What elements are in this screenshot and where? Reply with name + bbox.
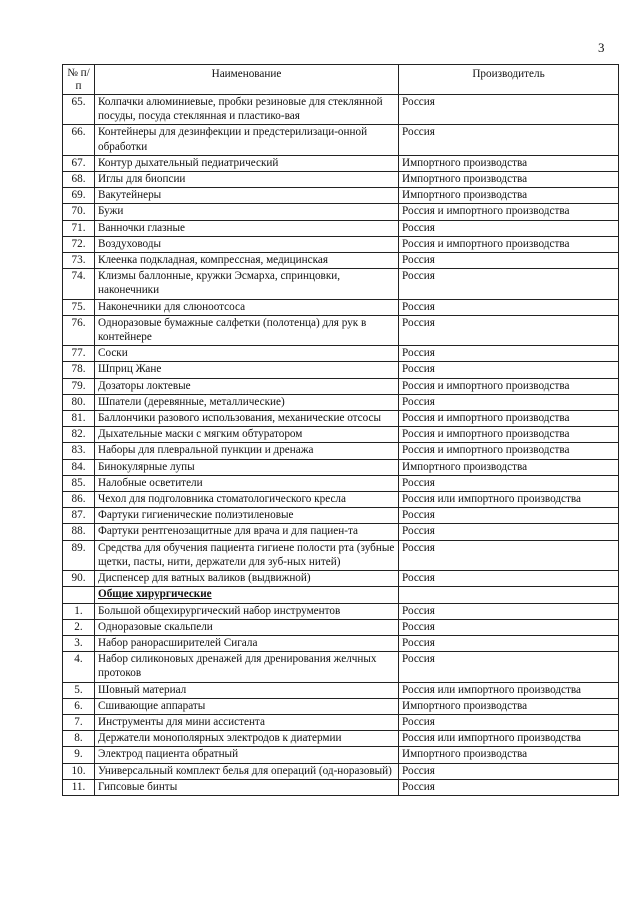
row-number: 10.: [63, 763, 95, 779]
item-manufacturer: Россия: [399, 253, 619, 269]
table-row: [63, 731, 619, 747]
row-number: 87.: [63, 508, 95, 524]
item-name: Шпатели (деревянные, металлические): [95, 394, 399, 410]
table-row: [63, 603, 619, 619]
item-name: Диспенсер для ватных валиков (выдвижной): [95, 571, 399, 587]
item-name: Одноразовые бумажные салфетки (полотенца) для рук в контейнере: [95, 315, 399, 345]
products-table: [62, 64, 619, 796]
table-row: [63, 540, 619, 570]
item-name: Большой общехирургический набор инструментов: [95, 603, 399, 619]
row-number: 6.: [63, 698, 95, 714]
item-name: Колпачки алюминиевые, пробки резиновые для стеклянной посуды, посуда стеклянная и пластико-вая: [95, 95, 399, 125]
row-number: 81.: [63, 411, 95, 427]
table-row: [63, 172, 619, 188]
row-number: 82.: [63, 427, 95, 443]
item-name: Чехол для подголовника стоматологического кресла: [95, 492, 399, 508]
item-manufacturer: Россия: [399, 603, 619, 619]
table-row: [63, 714, 619, 730]
row-number: 65.: [63, 95, 95, 125]
item-manufacturer: Россия: [399, 394, 619, 410]
item-name: Клизмы баллонные, кружки Эсмарха, спринцовки, наконечники: [95, 269, 399, 299]
item-name: Сшивающие аппараты: [95, 698, 399, 714]
item-name: Фартуки гигиенические полиэтиленовые: [95, 508, 399, 524]
row-number: 86.: [63, 492, 95, 508]
item-manufacturer: Россия: [399, 763, 619, 779]
table-row: [63, 492, 619, 508]
item-manufacturer: Россия и импортного производства: [399, 378, 619, 394]
item-name: Держатели монополярных электродов к диатермии: [95, 731, 399, 747]
row-number: 84.: [63, 459, 95, 475]
item-manufacturer: Россия и импортного производства: [399, 443, 619, 459]
row-number: 71.: [63, 220, 95, 236]
row-number: 77.: [63, 346, 95, 362]
item-manufacturer: Россия или импортного производства: [399, 682, 619, 698]
table-row: [63, 779, 619, 795]
item-manufacturer: Россия: [399, 714, 619, 730]
row-number: 72.: [63, 236, 95, 252]
table-row: [63, 524, 619, 540]
item-name: Фартуки рентгенозащитные для врача и для пациен-та: [95, 524, 399, 540]
row-number: 83.: [63, 443, 95, 459]
section-row: [63, 587, 619, 603]
row-number: 4.: [63, 652, 95, 682]
item-manufacturer: Россия: [399, 299, 619, 315]
item-name: Гипсовые бинты: [95, 779, 399, 795]
row-number: 78.: [63, 362, 95, 378]
item-manufacturer: Россия: [399, 508, 619, 524]
item-manufacturer: Россия или импортного производства: [399, 492, 619, 508]
row-number: 68.: [63, 172, 95, 188]
table-row: [63, 204, 619, 220]
item-name: Ванночки глазные: [95, 220, 399, 236]
table-header-row: [63, 65, 619, 95]
item-name: Соски: [95, 346, 399, 362]
row-number: 3.: [63, 635, 95, 651]
item-name: Универсальный комплект белья для операций (од-норазовый): [95, 763, 399, 779]
item-name: Иглы для биопсии: [95, 172, 399, 188]
row-number: 90.: [63, 571, 95, 587]
row-number: 7.: [63, 714, 95, 730]
item-name: Баллончики разового использования, механические отсосы: [95, 411, 399, 427]
item-manufacturer: Россия: [399, 220, 619, 236]
item-name: Бужи: [95, 204, 399, 220]
row-number: 2.: [63, 619, 95, 635]
item-manufacturer: Импортного производства: [399, 155, 619, 171]
item-manufacturer: Россия: [399, 95, 619, 125]
row-number: 1.: [63, 603, 95, 619]
table-row: [63, 125, 619, 155]
item-manufacturer: Импортного производства: [399, 698, 619, 714]
row-number: [63, 587, 95, 603]
row-number: 69.: [63, 188, 95, 204]
table-row: [63, 236, 619, 252]
item-manufacturer: Россия: [399, 635, 619, 651]
table-row: [63, 378, 619, 394]
table-row: [63, 619, 619, 635]
item-manufacturer: Импортного производства: [399, 459, 619, 475]
item-manufacturer: Россия: [399, 619, 619, 635]
row-number: 76.: [63, 315, 95, 345]
row-number: 8.: [63, 731, 95, 747]
table-row: [63, 459, 619, 475]
row-number: 79.: [63, 378, 95, 394]
item-name: Воздуховоды: [95, 236, 399, 252]
table-body: [63, 95, 619, 796]
table-row: [63, 253, 619, 269]
table-row: [63, 763, 619, 779]
row-number: 9.: [63, 747, 95, 763]
row-number: 85.: [63, 475, 95, 491]
item-manufacturer: Россия: [399, 346, 619, 362]
item-manufacturer: Россия: [399, 652, 619, 682]
item-manufacturer: Россия: [399, 571, 619, 587]
item-name: Набор силиконовых дренажей для дренирования желчных протоков: [95, 652, 399, 682]
item-name: Инструменты для мини ассистента: [95, 714, 399, 730]
item-name: Электрод пациента обратный: [95, 747, 399, 763]
item-manufacturer: [399, 587, 619, 603]
table-row: [63, 95, 619, 125]
row-number: 74.: [63, 269, 95, 299]
table-row: [63, 299, 619, 315]
item-name: Налобные осветители: [95, 475, 399, 491]
table-row: [63, 220, 619, 236]
item-manufacturer: Импортного производства: [399, 188, 619, 204]
table-row: [63, 475, 619, 491]
table-row: [63, 362, 619, 378]
row-number: 5.: [63, 682, 95, 698]
table-row: [63, 652, 619, 682]
table-row: [63, 411, 619, 427]
row-number: 75.: [63, 299, 95, 315]
section-title: Общие хирургические: [95, 587, 399, 603]
table-row: [63, 571, 619, 587]
header-manufacturer: Производитель: [399, 65, 619, 95]
table-row: [63, 508, 619, 524]
table-row: [63, 155, 619, 171]
table-row: [63, 394, 619, 410]
row-number: 88.: [63, 524, 95, 540]
item-manufacturer: Россия и импортного производства: [399, 236, 619, 252]
header-name: Наименование: [95, 65, 399, 95]
header-num: № п/п: [63, 65, 95, 95]
item-manufacturer: Россия: [399, 362, 619, 378]
row-number: 70.: [63, 204, 95, 220]
table-row: [63, 635, 619, 651]
row-number: 67.: [63, 155, 95, 171]
table-row: [63, 682, 619, 698]
item-manufacturer: Россия или импортного производства: [399, 731, 619, 747]
item-manufacturer: Россия: [399, 475, 619, 491]
item-name: Наборы для плевральной пункции и дренажа: [95, 443, 399, 459]
item-manufacturer: Россия: [399, 315, 619, 345]
item-manufacturer: Россия: [399, 779, 619, 795]
item-manufacturer: Россия: [399, 125, 619, 155]
item-name: Вакутейнеры: [95, 188, 399, 204]
item-manufacturer: Россия: [399, 540, 619, 570]
table-row: [63, 188, 619, 204]
item-name: Набор ранорасширителей Сигала: [95, 635, 399, 651]
table-row: [63, 427, 619, 443]
item-name: Наконечники для слюноотсоса: [95, 299, 399, 315]
item-name: Клеенка подкладная, компрессная, медицинская: [95, 253, 399, 269]
row-number: 66.: [63, 125, 95, 155]
item-name: Шприц Жане: [95, 362, 399, 378]
item-manufacturer: Россия: [399, 269, 619, 299]
item-manufacturer: Импортного производства: [399, 172, 619, 188]
table-row: [63, 269, 619, 299]
item-manufacturer: Россия: [399, 524, 619, 540]
table-row: [63, 346, 619, 362]
item-name: Бинокулярные лупы: [95, 459, 399, 475]
item-name: Шовный материал: [95, 682, 399, 698]
table-row: [63, 747, 619, 763]
item-manufacturer: Россия и импортного производства: [399, 427, 619, 443]
item-name: Средства для обучения пациента гигиене полости рта (зубные щетки, пасты, нити, держатели для зуб-ных нитей): [95, 540, 399, 570]
item-name: Контур дыхательный педиатрический: [95, 155, 399, 171]
table-row: [63, 443, 619, 459]
item-name: Дозаторы локтевые: [95, 378, 399, 394]
row-number: 11.: [63, 779, 95, 795]
row-number: 73.: [63, 253, 95, 269]
item-manufacturer: Россия и импортного производства: [399, 204, 619, 220]
page-number: 3: [598, 40, 605, 55]
item-name: Контейнеры для дезинфекции и предстерилизаци-онной обработки: [95, 125, 399, 155]
item-manufacturer: Россия и импортного производства: [399, 411, 619, 427]
item-name: Дыхательные маски с мягким обтуратором: [95, 427, 399, 443]
item-name: Одноразовые скальпели: [95, 619, 399, 635]
table-row: [63, 315, 619, 345]
row-number: 80.: [63, 394, 95, 410]
table-row: [63, 698, 619, 714]
item-manufacturer: Импортного производства: [399, 747, 619, 763]
row-number: 89.: [63, 540, 95, 570]
